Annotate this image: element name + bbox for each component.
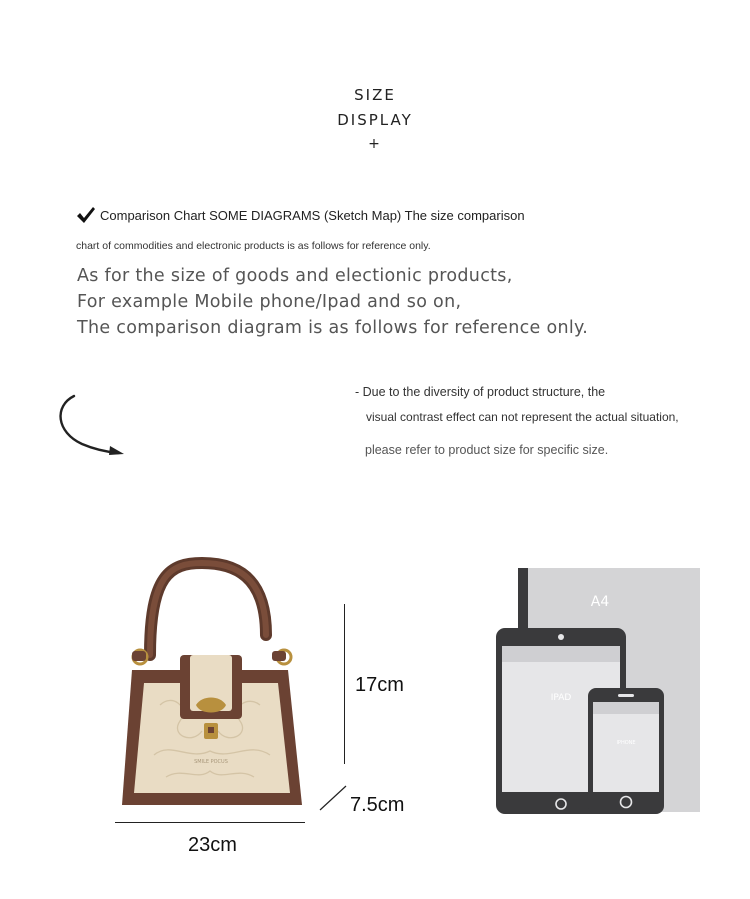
iphone-label: IPHONE: [616, 740, 636, 746]
note-line-3: please refer to product size for specific size.: [365, 443, 609, 457]
comparison-text: Comparison Chart SOME DIAGRAMS (Sketch Map) The size comparison: [100, 207, 525, 223]
device-comparison-image: [490, 562, 710, 817]
checkmark-icon: [76, 206, 96, 224]
height-label: 17cm: [355, 674, 404, 696]
reference-text: chart of commodities and electronic products is as follows for reference only.: [76, 240, 431, 252]
note-line-1: - Due to the diversity of product structure, the: [355, 385, 606, 399]
intro-line-1: As for the size of goods and electionic products,: [77, 266, 513, 286]
intro-line-3: The comparison diagram is as follows for reference only.: [77, 318, 589, 338]
curved-arrow-icon: [52, 392, 132, 458]
a4-label: A4: [590, 594, 610, 610]
comparison-line: [76, 206, 525, 224]
note-line-2: visual contrast effect can not represent the actual situation,: [366, 410, 679, 424]
ipad-label: IPAD: [550, 693, 572, 703]
bag-brand-text: SMILE POCUS: [194, 759, 228, 765]
depth-line: [318, 784, 348, 812]
depth-label: 7.5cm: [350, 794, 405, 816]
heading-display: DISPLAY: [337, 111, 413, 129]
width-line: [115, 822, 305, 823]
intro-line-2: For example Mobile phone/Ipad and so on,: [77, 292, 462, 312]
heading-size: SIZE: [354, 86, 396, 104]
width-label: 23cm: [188, 834, 237, 856]
height-line: [344, 604, 345, 764]
heading-plus: +: [368, 136, 382, 152]
handbag-image: [110, 555, 310, 815]
